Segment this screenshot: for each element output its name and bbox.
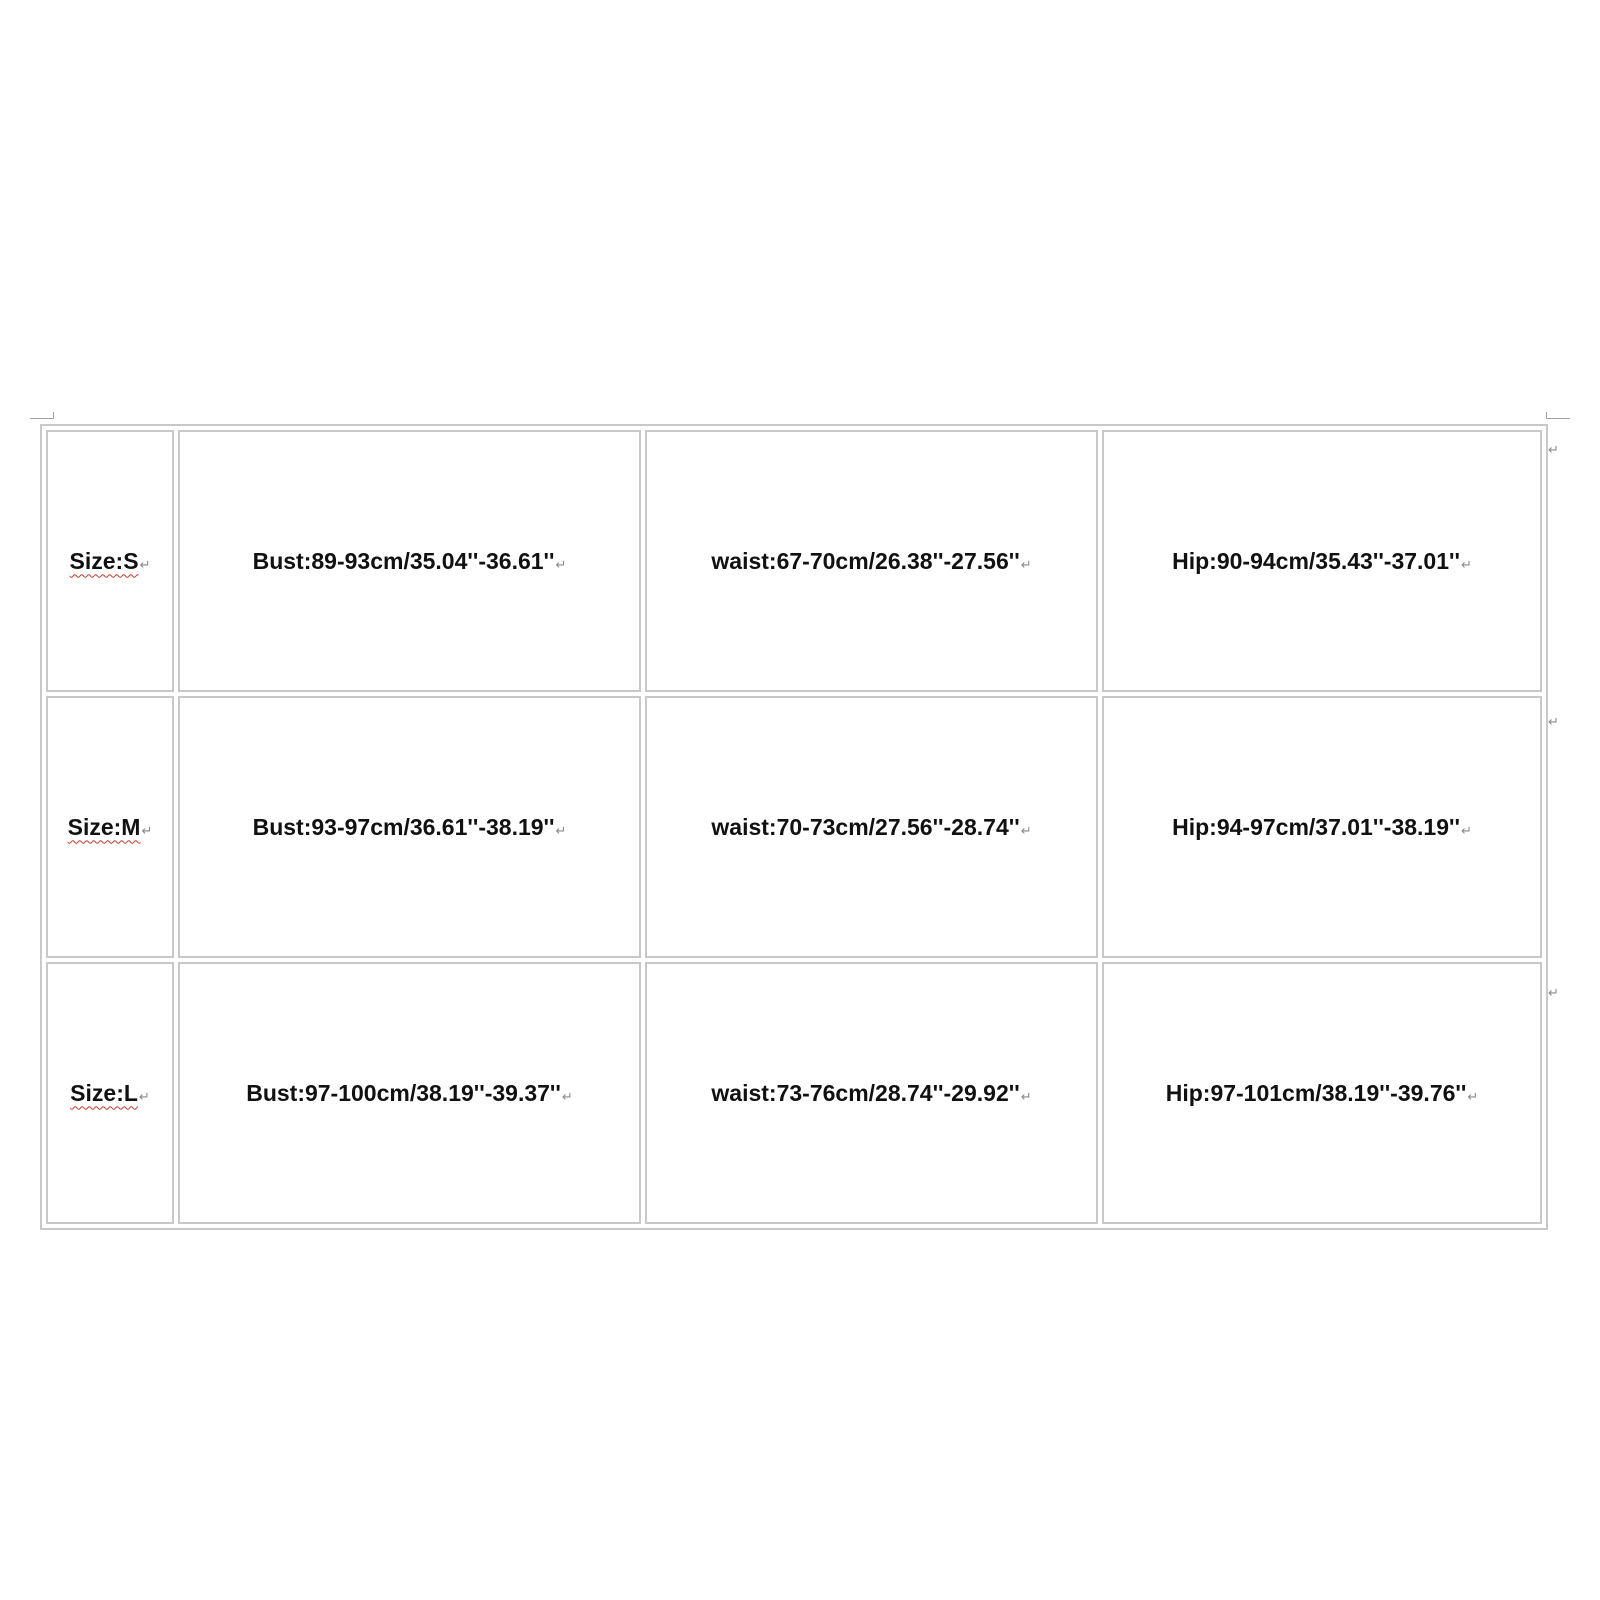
table-row bbox=[46, 430, 1542, 692]
size-cell bbox=[46, 962, 174, 1224]
paragraph-mark: ↵ bbox=[1020, 557, 1032, 573]
hip-value: Hip:97-101cm/38.19''-39.76'' bbox=[1165, 1079, 1467, 1106]
hip-cell bbox=[1102, 696, 1542, 958]
size-cell bbox=[46, 696, 174, 958]
paragraph-mark: ↵ bbox=[139, 557, 151, 573]
table-corner-mark-left bbox=[53, 412, 54, 419]
bust-value: Bust:97-100cm/38.19''-39.37'' bbox=[246, 1079, 561, 1106]
bust-cell bbox=[178, 430, 641, 692]
paragraph-mark: ↵ bbox=[1460, 823, 1472, 839]
table-corner-mark-right bbox=[1546, 412, 1547, 419]
table-row bbox=[46, 962, 1542, 1224]
hip-cell bbox=[1102, 962, 1542, 1224]
paragraph-mark: ↵ bbox=[555, 823, 567, 839]
hip-value: Hip:90-94cm/35.43''-37.01'' bbox=[1172, 547, 1460, 574]
size-chart-table bbox=[40, 424, 1548, 1230]
bust-cell bbox=[178, 962, 641, 1224]
bust-value: Bust:93-97cm/36.61''-38.19'' bbox=[252, 813, 555, 840]
size-label: Size:S bbox=[69, 547, 139, 574]
waist-cell bbox=[645, 696, 1098, 958]
hip-cell bbox=[1102, 430, 1542, 692]
table-corner-mark-left bbox=[30, 418, 54, 419]
row-end-mark: ↵ bbox=[1548, 986, 1559, 1001]
bust-value: Bust:89-93cm/35.04''-36.61'' bbox=[252, 547, 555, 574]
size-cell bbox=[46, 430, 174, 692]
table-row bbox=[46, 696, 1542, 958]
row-end-mark: ↵ bbox=[1548, 715, 1559, 730]
waist-value: waist:67-70cm/26.38''-27.56'' bbox=[711, 547, 1020, 574]
waist-value: waist:73-76cm/28.74''-29.92'' bbox=[711, 1079, 1020, 1106]
paragraph-mark: ↵ bbox=[1467, 1089, 1479, 1105]
hip-value: Hip:94-97cm/37.01''-38.19'' bbox=[1172, 813, 1460, 840]
waist-value: waist:70-73cm/27.56''-28.74'' bbox=[711, 813, 1020, 840]
paragraph-mark: ↵ bbox=[1020, 823, 1032, 839]
bust-cell bbox=[178, 696, 641, 958]
paragraph-mark: ↵ bbox=[555, 557, 567, 573]
waist-cell bbox=[645, 430, 1098, 692]
row-end-mark: ↵ bbox=[1548, 443, 1559, 458]
size-label: Size:M bbox=[67, 813, 141, 840]
waist-cell bbox=[645, 962, 1098, 1224]
paragraph-mark: ↵ bbox=[138, 1089, 150, 1105]
paragraph-mark: ↵ bbox=[1460, 557, 1472, 573]
table-corner-mark-right bbox=[1546, 418, 1570, 419]
paragraph-mark: ↵ bbox=[561, 1089, 573, 1105]
paragraph-mark: ↵ bbox=[141, 823, 153, 839]
paragraph-mark: ↵ bbox=[1020, 1089, 1032, 1105]
size-label: Size:L bbox=[70, 1079, 138, 1106]
